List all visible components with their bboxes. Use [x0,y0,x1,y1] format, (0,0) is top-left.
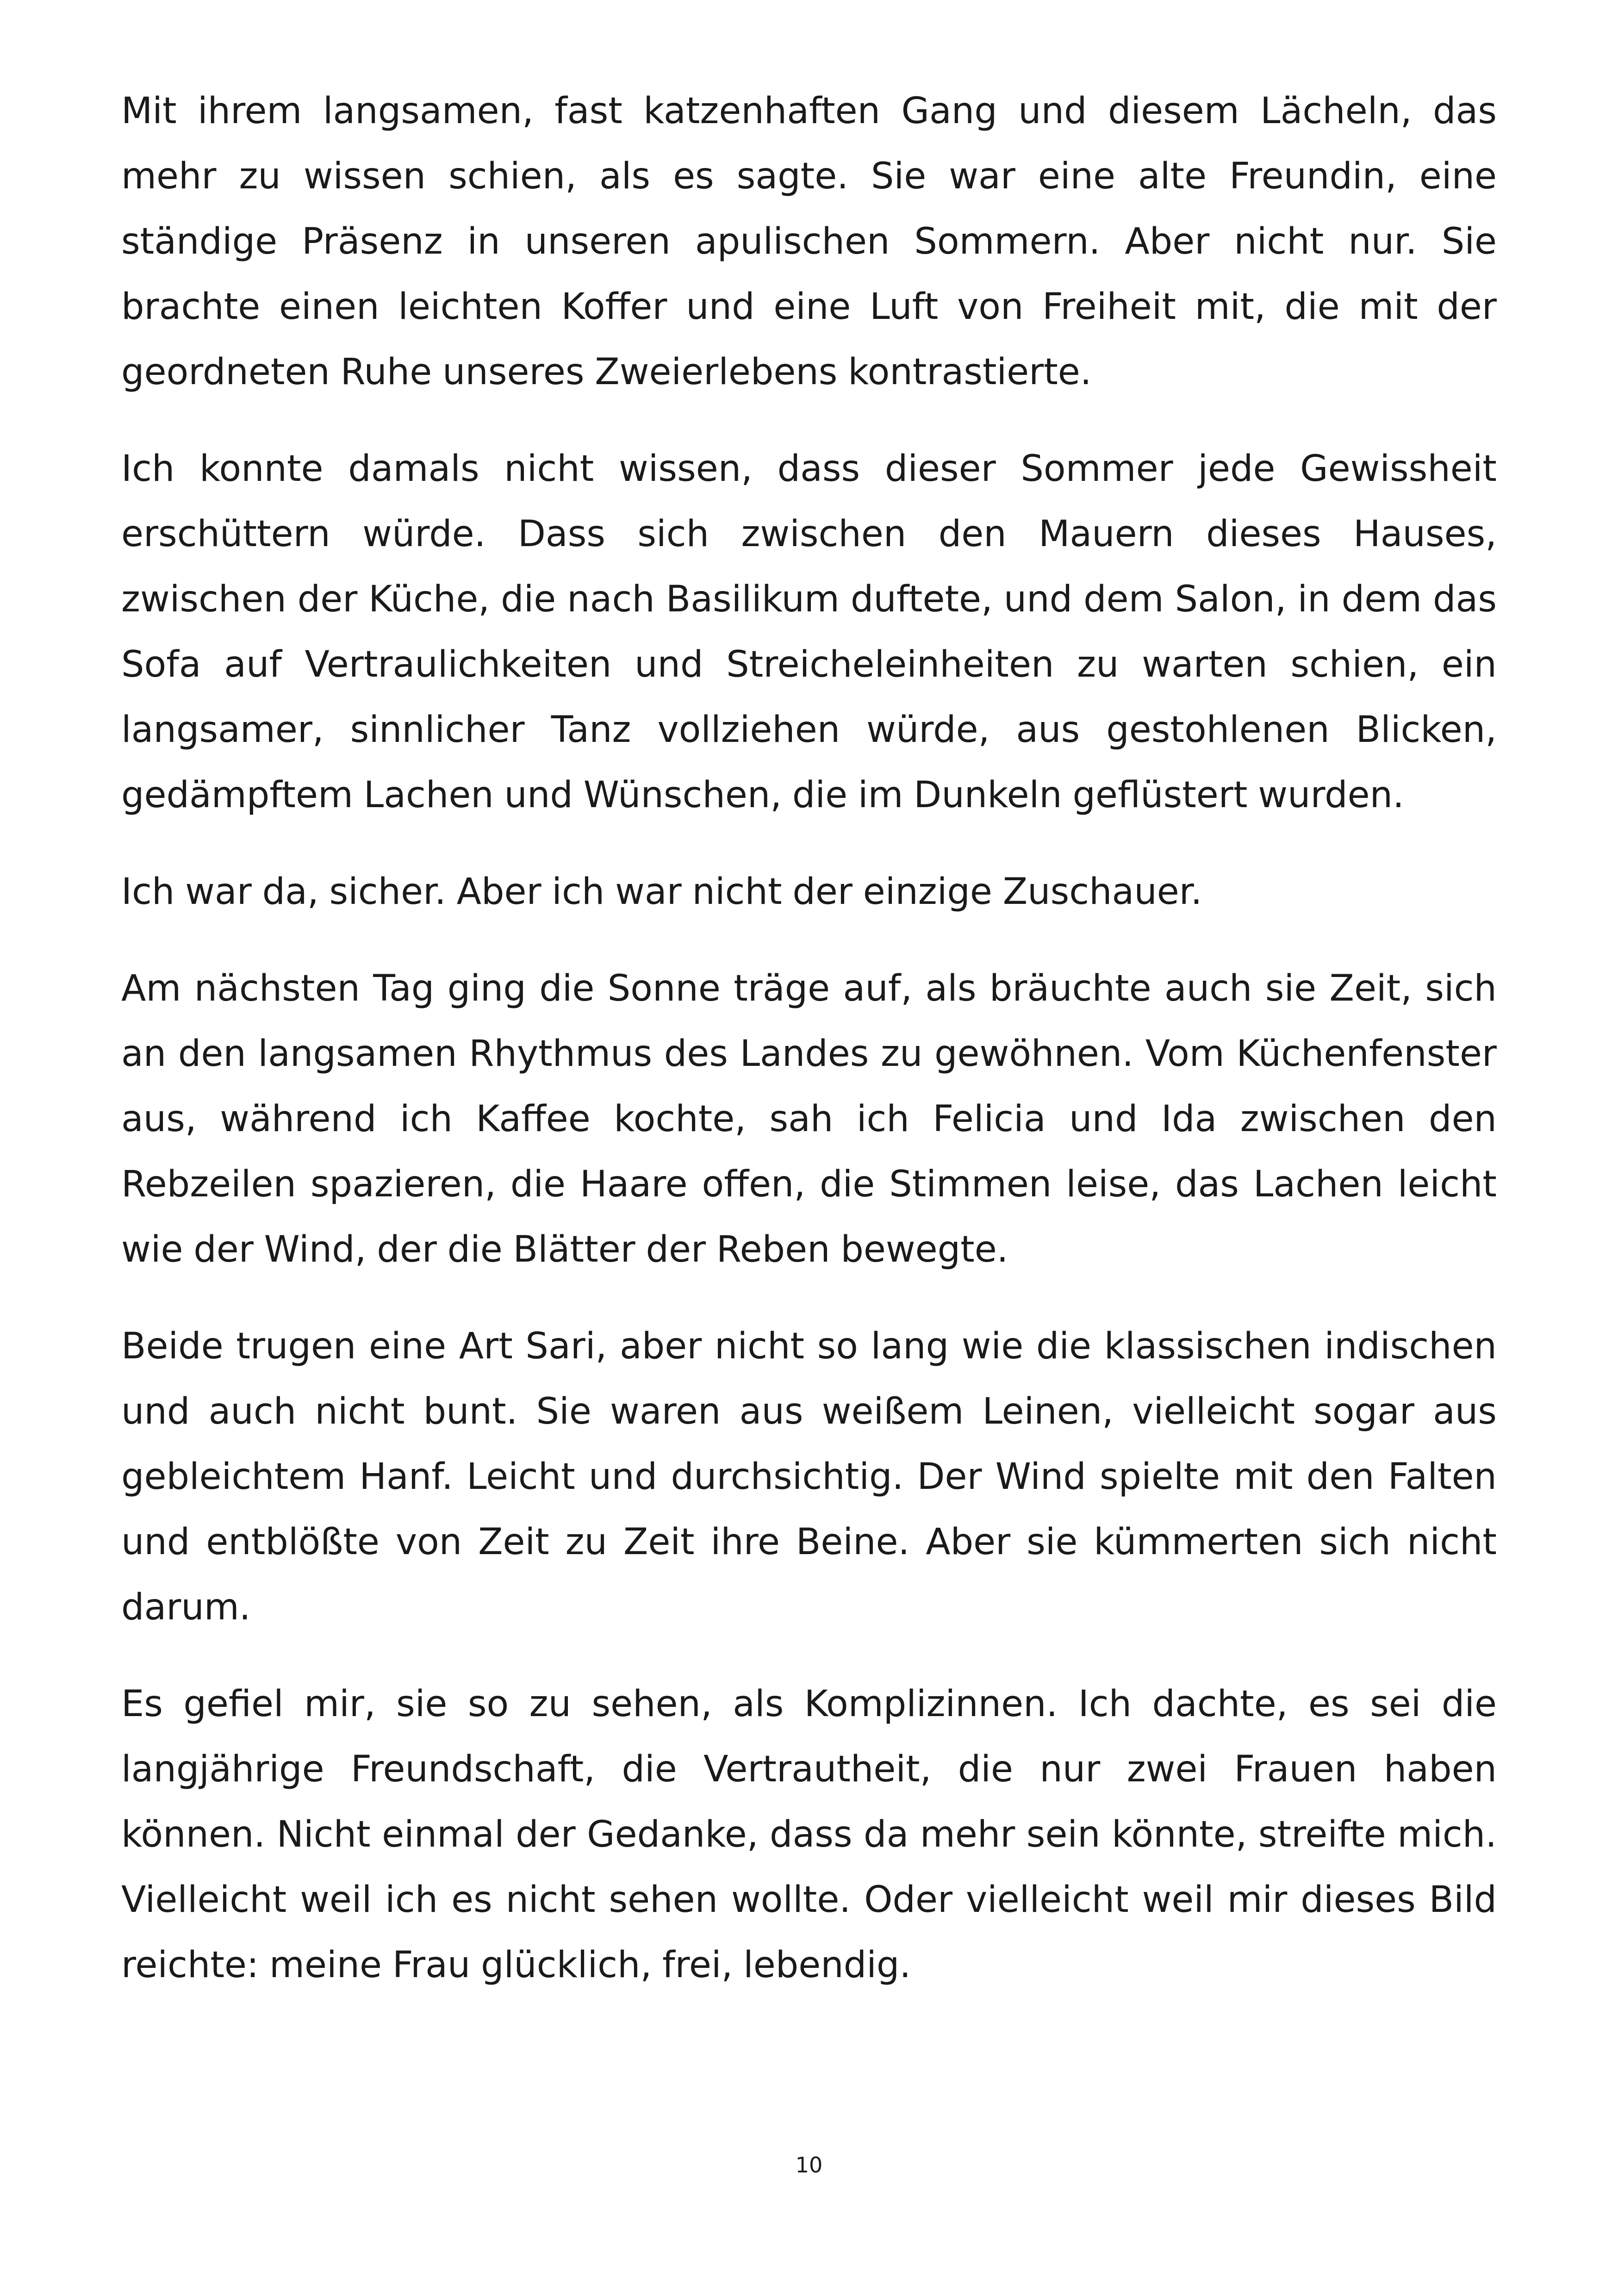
page-number: 10 [795,2153,823,2178]
paragraph-6: Es gefiel mir, sie so zu sehen, als Komplizinnen. Ich dachte, es sei die langjährige Freundschaft, die Vertrautheit, die nur zwei Frauen haben können. Nicht einmal der Gedanke, dass da mehr sein könnte, streifte mich. Vielleicht weil ich es nicht sehen wollte. Oder vielleicht weil mir dieses Bild reichte: meine Frau glücklich, frei, lebendig. [121,1683,1497,1986]
body-text [121,79,1497,2029]
paragraph-1: Mit ihrem langsamen, fast katzenhaften Gang und diesem Lächeln, das mehr zu wissen schien, als es sagte. Sie war eine alte Freundin, eine ständige Präsenz in unseren apulischen Sommern. Aber nicht nur. Sie brachte einen leichten Koffer und eine Luft von Freiheit mit, die mit der geordneten Ruhe unseres Zweierlebens kontrastierte. [121,90,1497,393]
paragraph-4: Am nächsten Tag ging die Sonne träge auf, als bräuchte auch sie Zeit, sich an den langsamen Rhythmus des Landes zu gewöhnen. Vom Küchenfenster aus, während ich Kaffee kochte, sah ich Felicia und Ida zwischen den Rebzeilen spazieren, die Haare offen, die Stimmen leise, das Lachen leicht wie der Wind, der die Blätter der Reben bewegte. [121,968,1497,1270]
paragraph-3: Ich war da, sicher. Aber ich war nicht der einzige Zuschauer. [121,871,1202,913]
paragraph-5: Beide trugen eine Art Sari, aber nicht so lang wie die klassischen indischen und auch nicht bunt. Sie waren aus weißem Leinen, vielleicht sogar aus gebleichtem Hanf. Leicht und durchsichtig. Der Wind spielte mit den Falten und entblößte von Zeit zu Zeit ihre Beine. Aber sie kümmerten sich nicht darum. [121,1325,1497,1628]
paragraph-2: Ich konnte damals nicht wissen, dass dieser Sommer jede Gewissheit erschüttern würde. Dass sich zwischen den Mauern dieses Hauses, zwischen der Küche, die nach Basilikum duftete, und dem Salon, in dem das Sofa auf Vertraulichkeiten und Streicheleinheiten zu warten schien, ein langsamer, sinnlicher Tanz vollziehen würde, aus gestohlenen Blicken, gedämpftem Lachen und Wünschen, die im Dunkeln geflüstert wurden. [121,448,1497,816]
